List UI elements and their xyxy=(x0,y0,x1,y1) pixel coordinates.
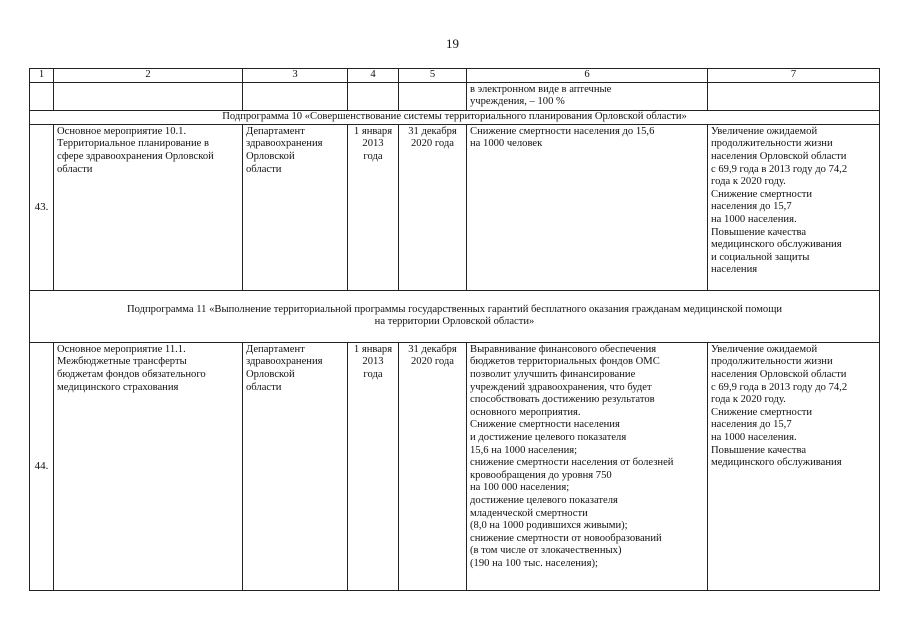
result-cell-44: Выравнивание финансового обеспечения бюджетов территориальных фондов ОМС позволит улучшить финансирование учреждений здравоохранения, что будет способствовать достижению результатов основного мероприятия. Снижение смертности населения и достижение целевого показателя 15,6 на 1000 населения; снижение смертности населения от болезней кровообращения до уровня 750 на 100 000 населения; достижение целевого показателя младенческой смертности (8,0 на 1000 родившихся живыми); снижение смертности от новообразований (в том числе от злокачественных) (190 на 100 тыс. населения); xyxy=(467,342,708,590)
subprogram-11-title: Подпрограмма 11 «Выполнение территориальной программы государственных гарантий бесплатного оказания гражданам медицинской помощи на территории Орловской области» xyxy=(30,290,880,342)
start-date-cell-43: 1 января 2013 года xyxy=(348,124,399,290)
column-number-1: 1 xyxy=(30,69,54,83)
end-date-cell-43: 31 декабря 2020 года xyxy=(399,124,467,290)
executor-cell-44: Департамент здравоохранения Орловской области xyxy=(243,342,348,590)
row-number-43: 43. xyxy=(30,124,54,290)
start-date-cell-44: 1 января 2013 года xyxy=(348,342,399,590)
measure-cell-44: Основное мероприятие 11.1. Межбюджетные трансферты бюджетам фондов обязательного медицинского страхования xyxy=(54,342,243,590)
column-number-6: 6 xyxy=(467,69,708,83)
column-number-row xyxy=(30,69,880,83)
column-number-2: 2 xyxy=(54,69,243,83)
column-number-3: 3 xyxy=(243,69,348,83)
subprogram-10-row xyxy=(30,110,880,124)
result-cell-43: Снижение смертности населения до 15,6 на 1000 человек xyxy=(467,124,708,290)
executor-cell-43: Департамент здравоохранения Орловской области xyxy=(243,124,348,290)
effect-cell-43: Увеличение ожидаемой продолжительности жизни населения Орловской области с 69,9 года в 2013 году до 74,2 года к 2020 году. Снижение смертности населения до 15,7 на 1000 населения. Повышение качества медицинского обслуживания и социальной защиты населения xyxy=(708,124,880,290)
measures-table xyxy=(29,68,880,591)
subprogram-10-title: Подпрограмма 10 «Совершенствование системы территориального планирования Орловской области» xyxy=(30,110,880,124)
effect-cell-44: Увеличение ожидаемой продолжительности жизни населения Орловской области с 69,9 года в 2013 году до 74,2 года к 2020 году. Снижение смертности населения до 15,7 на 1000 населения. Повышение качества медицинского обслуживания xyxy=(708,342,880,590)
column-number-5: 5 xyxy=(399,69,467,83)
page-number: 19 xyxy=(446,36,459,51)
subprogram-11-row xyxy=(30,290,880,342)
continued-result-cell: в электронном виде в аптечные учреждения, – 100 % xyxy=(467,82,708,110)
continued-row xyxy=(30,82,880,110)
row-number-44: 44. xyxy=(30,342,54,590)
column-number-4: 4 xyxy=(348,69,399,83)
table-row-43 xyxy=(30,124,880,290)
end-date-cell-44: 31 декабря 2020 года xyxy=(399,342,467,590)
table-row-44 xyxy=(30,342,880,590)
column-number-7: 7 xyxy=(708,69,880,83)
measure-cell-43: Основное мероприятие 10.1. Территориальное планирование в сфере здравоохранения Орловской области xyxy=(54,124,243,290)
